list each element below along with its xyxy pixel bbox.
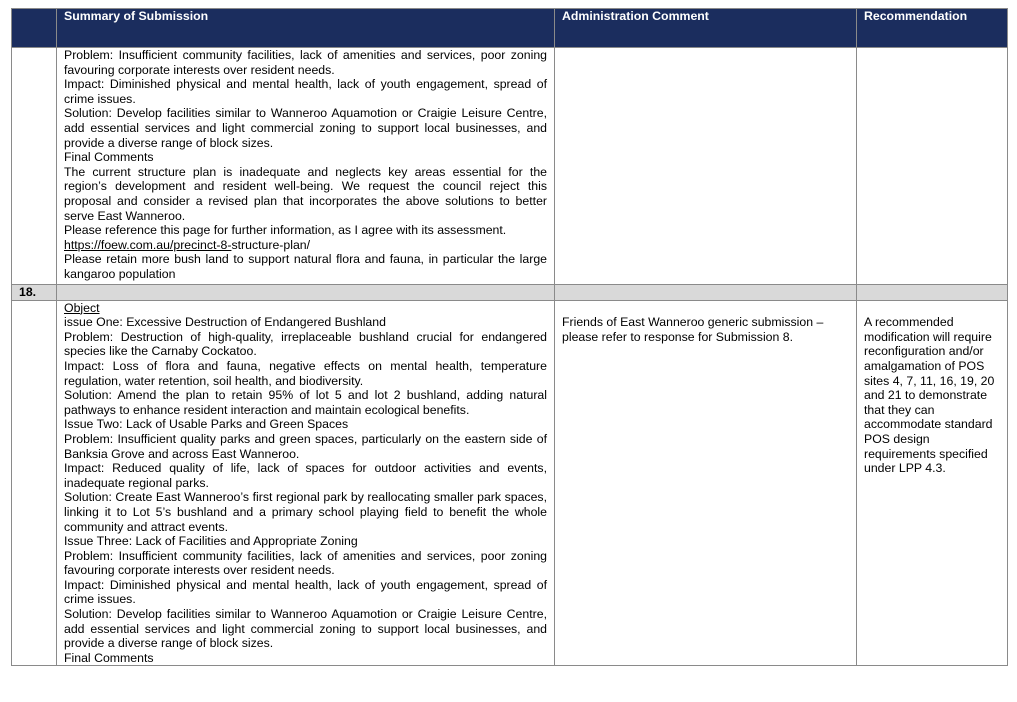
summary-line: Solution: Develop facilities similar to Wanneroo Aquamotion or Craigie Leisure Centre, add essential services and light commercial zoning to support local businesses, and provide a diverse range of block sizes.: [64, 607, 547, 651]
table-row: [12, 300, 1008, 666]
summary-line: Final Comments: [64, 150, 154, 165]
summary-line: Impact: Diminished physical and mental health, lack of youth engagement, spread of crime issues.: [64, 577, 547, 607]
summary-line: Problem: Insufficient community facilities, lack of amenities and services, poor zoning favouring corporate interests over resident needs.: [64, 548, 547, 578]
recommendation-line: accommodate standard: [864, 417, 993, 432]
recommendation-line: amalgamation of POS: [864, 358, 985, 373]
submissions-table: [11, 8, 1008, 666]
row18-summary: [57, 300, 555, 666]
admin-comment-text: Friends of East Wanneroo generic submission – please refer to response for Submission 8.: [562, 315, 824, 344]
recommendation-line: requirements specified: [864, 446, 988, 461]
summary-line: issue One: Excessive Destruction of Endangered Bushland: [64, 315, 386, 330]
summary-line: Issue Two: Lack of Usable Parks and Green Spaces: [64, 417, 349, 432]
recommendation-line: and 21 to demonstrate: [864, 388, 988, 403]
summary-line: Solution: Amend the plan to retain 95% of lot 5 and lot 2 bushland, adding natural pathways to enhance resident interaction and maintain ecological benefits.: [64, 388, 547, 417]
header-admin-comment: Administration Comment: [555, 9, 857, 48]
submission-number-spacer: [857, 285, 1008, 301]
recommendation-line: A recommended: [864, 315, 954, 330]
reference-link-suffix: structure-plan/: [231, 237, 311, 252]
row18-recommendation: [857, 300, 1008, 666]
row18-admin-comment: [555, 300, 857, 666]
summary-line: Impact: Loss of flora and fauna, negative effects on mental health, temperature regulation, water retention, soil health, and biodiversity.: [64, 358, 547, 388]
recommendation-line: reconfiguration and/or: [864, 344, 984, 359]
submission-number: 18.: [12, 285, 57, 301]
summary-line: Impact: Diminished physical and mental health, lack of youth engagement, spread of crime issues.: [64, 77, 547, 106]
header-number: [12, 9, 57, 48]
recommendation-line: modification will require: [864, 329, 992, 344]
summary-line: Issue Three: Lack of Facilities and Appropriate Zoning: [64, 534, 358, 549]
recommendation-line: sites 4, 7, 11, 16, 19, 20: [864, 373, 995, 388]
summary-line: Problem: Insufficient community facilities, lack of amenities and services, poor zoning favouring corporate interests over resident needs.: [64, 48, 547, 77]
table-header-row: [12, 9, 1008, 48]
row17-number: [12, 48, 57, 285]
reference-link-line: [64, 238, 547, 253]
summary-line: Impact: Reduced quality of life, lack of spaces for outdoor activities and events, inadequate regional parks.: [64, 461, 547, 490]
submission-number-spacer: [57, 285, 555, 301]
summary-line: Please reference this page for further information, as I agree with its assessment.: [64, 223, 507, 238]
summary-line: Problem: Destruction of high-quality, irreplaceable bushland crucial for endangered species like the Carnaby Cockatoo.: [64, 329, 547, 359]
reference-link[interactable]: https://foew.com.au/precinct-8-: [64, 237, 232, 252]
header-recommendation: Recommendation: [857, 9, 1008, 48]
recommendation-line: POS design: [864, 431, 930, 446]
recommendation-line: under LPP 4.3.: [864, 461, 946, 476]
summary-line: The current structure plan is inadequate and neglects key areas essential for the region’s development and resident well-being. We request the council reject this proposal and consider a revised plan that incorporates the above solutions to better serve East Wanneroo.: [64, 164, 547, 223]
submission-number-row: [12, 285, 1008, 301]
row18-number: [12, 300, 57, 666]
row17-recommendation: [857, 48, 1008, 285]
summary-line: Solution: Develop facilities similar to Wanneroo Aquamotion or Craigie Leisure Centre, add essential services and light commercial zoning to support local businesses, and provide a diverse range of block sizes.: [64, 106, 547, 150]
header-summary: Summary of Submission: [57, 9, 555, 48]
row17-admin-comment: [555, 48, 857, 285]
summary-line: Final Comments: [64, 650, 154, 665]
summary-line: Please retain more bush land to support natural flora and fauna, in particular the large kangaroo population: [64, 252, 547, 281]
table-row: [12, 48, 1008, 285]
submission-number-spacer: [555, 285, 857, 301]
summary-line: Solution: Create East Wanneroo’s first regional park by reallocating smaller park spaces, linking it to Lot 5’s bushland and a primary school playing field to benefit the whole community and attract events.: [64, 490, 547, 534]
object-label: Object: [64, 300, 100, 315]
row17-summary: [57, 48, 555, 285]
recommendation-line: that they can: [864, 402, 935, 417]
summary-line: Problem: Insufficient quality parks and green spaces, particularly on the eastern side of Banksia Grove and across East Wanneroo.: [64, 431, 547, 461]
